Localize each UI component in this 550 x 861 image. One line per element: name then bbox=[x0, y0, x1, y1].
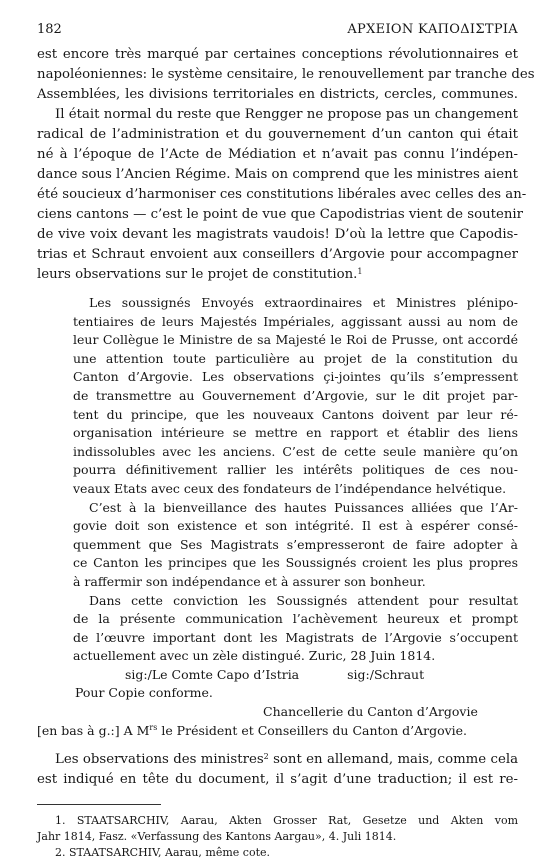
text-line: est encore très marqué par certaines conceptions révolutionnaires et bbox=[37, 47, 518, 62]
quote-line: Dans cette conviction les Soussignés attendent pour resultat bbox=[89, 592, 518, 608]
quote-line: une attention toute particulière au projet de la constitution du bbox=[73, 350, 518, 366]
page-header bbox=[37, 22, 518, 37]
text-line bbox=[37, 265, 518, 285]
text-line: est indiqué en tête du document, il s’agit d’une traduction; il est re- bbox=[37, 772, 518, 788]
quote-line: actuellement avec un zèle distingué. Zuric, 28 Juin 1814. bbox=[73, 648, 436, 664]
text-line: ciens cantons — c’est le point de vue que Capodistrias vient de soutenir bbox=[37, 207, 524, 222]
text-line: de vive voix devant les magistrats vaudois! D’où la lettre que Capodis- bbox=[37, 227, 518, 242]
page-number: 182 bbox=[37, 22, 62, 37]
quote-line: leur Collègue le Ministre de sa Majesté le Roi de Prusse, ont accordé bbox=[73, 332, 518, 348]
quote-line: de la présente communication l’achèvement heureux et prompt bbox=[73, 611, 518, 627]
signature-line bbox=[37, 666, 518, 685]
quote-line: C’est à la bienveillance des hautes Puissances alliées que l’Ar- bbox=[89, 499, 518, 515]
footnotes bbox=[37, 813, 518, 861]
address-prefix: [en bas à g.:] A M bbox=[37, 722, 150, 738]
copy-certification: Pour Copie conforme. bbox=[75, 685, 213, 701]
address-rest: le Président et Conseillers du Canton d’Argovie. bbox=[157, 722, 468, 738]
text-line: napoléoniennes: le système censitaire, le renouvellement par tranche des bbox=[37, 67, 535, 82]
text-line: Assemblées, les divisions territoriales en districts, cercles, communes. bbox=[37, 87, 518, 102]
text-line: été soucieux d’harmoniser ces constitutions libérales avec celles des an- bbox=[37, 187, 527, 202]
footnote-divider bbox=[37, 804, 161, 805]
address-superscript: rs bbox=[149, 722, 158, 732]
footnote-line: 1. STAATSARCHIV, Aarau, Akten Grosser Rat, Gesetze und Akten vom bbox=[55, 814, 518, 828]
quote-line: tent du principe, que les nouveaux Cantons doivent par leur ré- bbox=[73, 406, 518, 422]
quote-line: Canton d’Argovie. Les observations çi-jointes qu’ils s’empressent bbox=[73, 369, 518, 385]
quote-line: pourra définitivement rallier les intérêts politiques de ces nou- bbox=[73, 462, 518, 478]
text-line: radical de l’administration et du gouvernement d’un canton qui était bbox=[37, 127, 518, 142]
text-line-part: Les observations des ministres bbox=[55, 752, 264, 768]
text-line: dance sous l’Ancien Régime. Mais on comprend que les ministres aient bbox=[37, 167, 518, 182]
body-paragraph-2 bbox=[37, 750, 518, 790]
quote-line: à raffermir son indépendance et à assurer son bonheur. bbox=[73, 573, 426, 589]
address-line bbox=[37, 722, 518, 741]
footnote-ref: 1 bbox=[357, 267, 363, 276]
text-line: né à l’époque de l’Acte de Médiation et n’avait pas connu l’indépen- bbox=[37, 147, 518, 162]
quote-line: de l’œuvre important dont les Magistrats de l’Argovie s’occupent bbox=[73, 629, 518, 645]
text-line bbox=[37, 750, 518, 770]
text-line: Il était normal du reste que Rengger ne propose pas un changement bbox=[55, 107, 518, 122]
quote-line: indissolubles avec les anciens. C’est de cette seule manière qu’on bbox=[73, 443, 518, 459]
quote-line: Les soussignés Envoyés extraordinaires et Ministres plénipo- bbox=[89, 295, 518, 310]
text-line-part: sont en allemand, mais, comme cela bbox=[268, 752, 519, 768]
quote-line: tentiaires de leurs Majestés Impériales, aggissant aussi au nom de bbox=[73, 313, 518, 329]
quote-line: govie doit son existence et son intégrité. Il est à espérer consé- bbox=[73, 518, 518, 534]
quote-line: veaux Etats avec ceux des fondateurs de l’indépendance helvétique. bbox=[73, 480, 507, 496]
signature-capodistria: sig:/Le Comte Capo d’Istria bbox=[125, 666, 300, 682]
quoted-letter bbox=[37, 294, 518, 740]
text-line: trias et Schraut envoient aux conseillers d’Argovie pour accompagner bbox=[37, 247, 518, 262]
quote-line: organisation intérieure se mettre en rapport et établir des liens bbox=[73, 425, 518, 441]
book-page bbox=[37, 22, 535, 861]
signature-schraut: sig:/Schraut bbox=[347, 666, 425, 682]
footnote-line: 2. STAATSARCHIV, Aarau, même cote. bbox=[55, 846, 270, 860]
body-paragraph-1 bbox=[37, 45, 535, 285]
running-head: ΑΡΧΕΙΟΝ ΚΑΠΟΔΙΣΤΡΙΑ bbox=[347, 22, 518, 37]
chancellerie-line: Chancellerie du Canton d’Argovie bbox=[263, 704, 478, 720]
text-line-content: leurs observations sur le projet de constitution. bbox=[37, 267, 358, 282]
quote-line: ce Canton les principes que les Soussignés croient les plus propres bbox=[73, 555, 518, 571]
quote-line: quemment que Ses Magistrats s’empresseront de faire adopter à bbox=[73, 536, 518, 552]
quote-line: de transmettre au Gouvernement d’Argovie, sur le dit projet par- bbox=[73, 387, 518, 403]
footnote-ref: 2 bbox=[263, 752, 269, 762]
footnote-line: Jahr 1814, Fasz. «Verfassung des Kantons Aargau», 4. Juli 1814. bbox=[37, 830, 397, 844]
